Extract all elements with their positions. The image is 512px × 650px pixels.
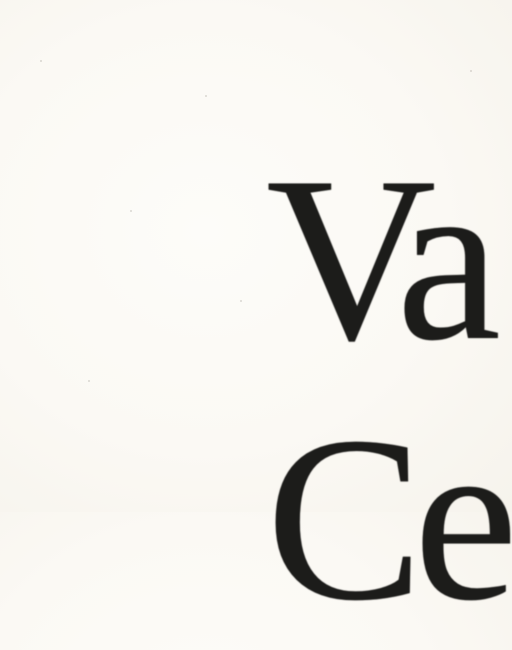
paper-speck — [40, 60, 42, 62]
paper-speck — [88, 380, 90, 382]
paper-speck — [470, 70, 472, 72]
text-line-1: Va — [266, 129, 488, 390]
paper-speck — [205, 95, 207, 97]
text-line-2: Ce — [266, 389, 509, 650]
paper-speck — [130, 210, 132, 212]
paper-speck — [240, 300, 242, 302]
